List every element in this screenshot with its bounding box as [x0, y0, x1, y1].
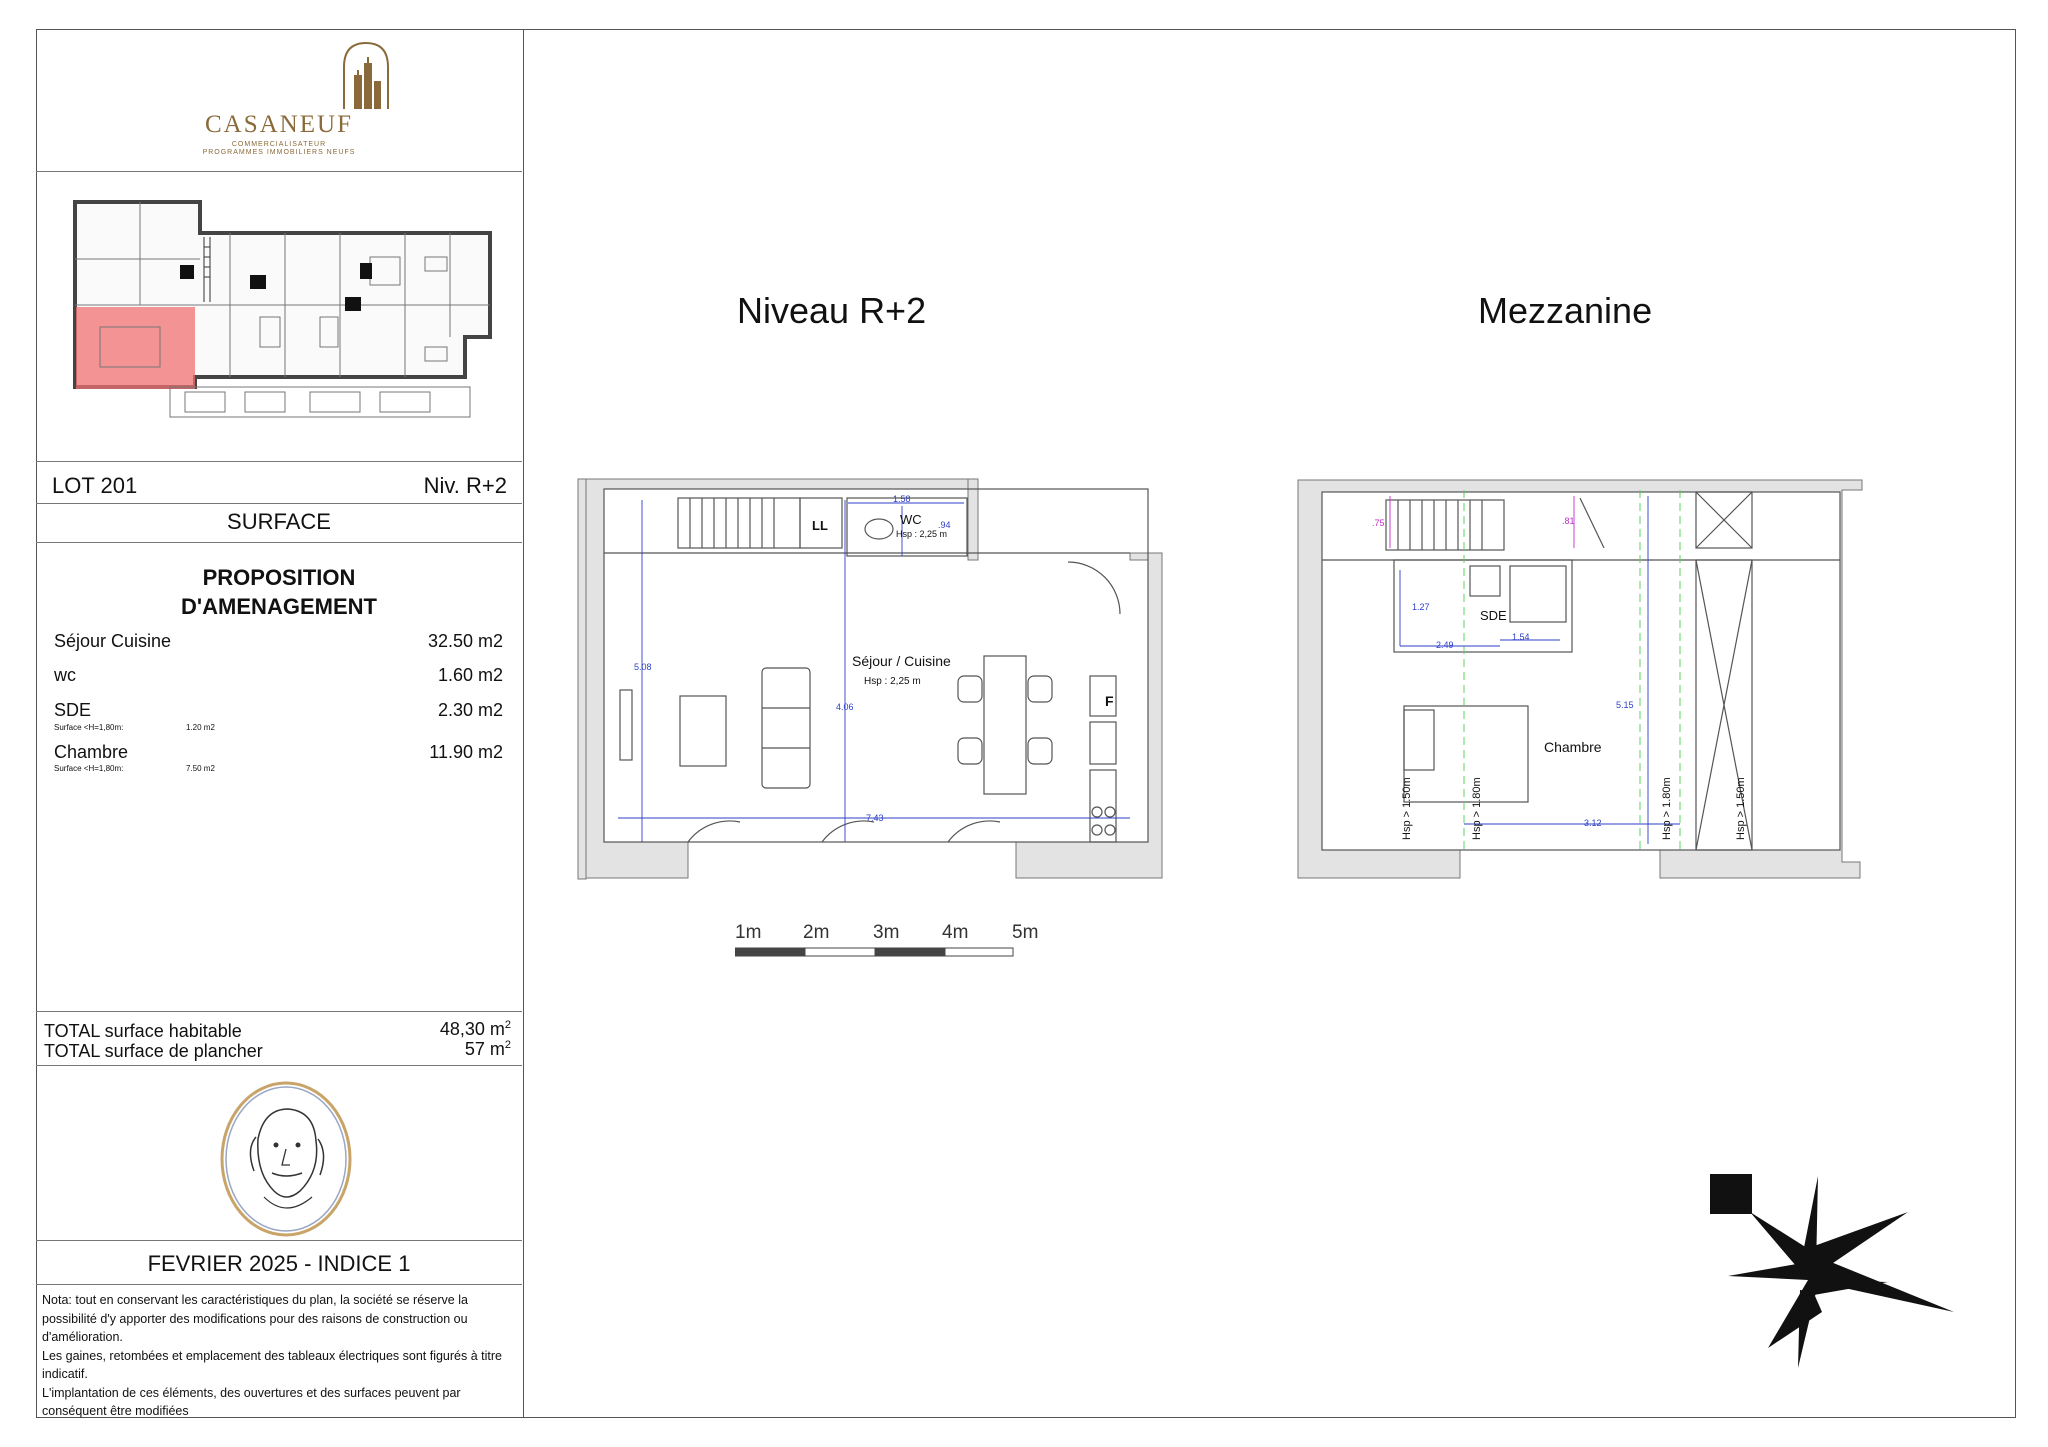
- dim-label: 7.43: [866, 813, 884, 823]
- room-label-sejour: Séjour / Cuisine: [852, 653, 951, 669]
- room-label-sde: SDE: [1480, 608, 1507, 623]
- hsp-label: Hsp > 1.80m: [1471, 777, 1483, 840]
- nota-paragraph: Les gaines, retombées et emplacement des tableaux électriques sont figurés à titre indicatif.: [42, 1348, 502, 1381]
- dim-label: .81: [1562, 516, 1575, 526]
- dim-label: .94: [938, 520, 951, 530]
- building-key-plan: [70, 197, 510, 427]
- room-name: wc: [54, 665, 76, 685]
- castle-logo-icon: [336, 37, 396, 112]
- room-name: SDE: [54, 700, 92, 720]
- scale-label: 3m: [873, 922, 900, 943]
- compass-rose-icon: [1708, 1172, 1988, 1372]
- brand-tagline-2: PROGRAMMES IMMOBILIERS NEUFS: [202, 149, 356, 156]
- room-label-wc: WC: [900, 512, 922, 527]
- room-hsp-wc: Hsp : 2,25 m: [896, 529, 948, 539]
- divider: [36, 1240, 522, 1241]
- dim-label: 4.06: [836, 702, 854, 712]
- dim-label: .75: [1372, 518, 1385, 528]
- nota-text: [42, 1291, 516, 1421]
- lot-level: Niv. R+2: [423, 473, 507, 498]
- room-sub-label: Surface <H=1,80m:: [54, 723, 124, 732]
- proposition-title-line1: PROPOSITION: [202, 565, 356, 590]
- divider: [36, 171, 522, 172]
- divider: [36, 542, 522, 543]
- surface-title: SURFACE: [227, 509, 331, 534]
- room-label-ll: LL: [812, 518, 828, 533]
- room-area: 2.30 m2: [437, 700, 503, 720]
- proposition-title-line2: D'AMENAGEMENT: [181, 594, 377, 619]
- scale-label: 2m: [803, 922, 830, 943]
- room-area: 11.90 m2: [429, 742, 503, 762]
- scale-label: 1m: [735, 922, 762, 943]
- room-sub-value: 7.50 m2: [186, 764, 215, 773]
- total-plancher-value: 57 $m^2$: [464, 1039, 511, 1059]
- dim-label: 2.49: [1436, 640, 1454, 650]
- room-label-chambre: Chambre: [1544, 739, 1602, 755]
- divider: [36, 1284, 522, 1285]
- fridge-label: F: [1105, 693, 1114, 709]
- dim-label: 1.58: [893, 494, 911, 504]
- dim-label: 3.12: [1584, 818, 1602, 828]
- hsp-label: Hsp > 1.50m: [1401, 777, 1413, 840]
- scale-label: 4m: [942, 922, 969, 943]
- info-panel: [36, 29, 524, 1418]
- hsp-label: Hsp > 1.50m: [1735, 777, 1747, 840]
- divider: [36, 461, 522, 462]
- nota-paragraph: L'implantation de ces éléments, des ouvertures et des surfaces peuvent par conséquent être modifiées: [42, 1385, 461, 1418]
- room-sub-value: 1.20 m2: [186, 723, 215, 732]
- divider: [36, 503, 522, 504]
- plan-title-r2: Niveau R+2: [737, 290, 927, 331]
- room-sub-label: Surface <H=1,80m:: [54, 764, 124, 773]
- total-plancher-label: TOTAL surface de plancher: [44, 1041, 263, 1061]
- room-hsp-sejour: Hsp : 2,25 m: [864, 676, 921, 687]
- lot-highlight: [76, 307, 195, 389]
- floor-plan-r2: [540, 440, 1180, 1000]
- brand-tagline: COMMERCIALISATEUR: [231, 141, 327, 148]
- room-area: 32.50 m2: [427, 631, 503, 651]
- dim-label: 5.15: [1616, 700, 1634, 710]
- hsp-label: Hsp > 1.80m: [1661, 777, 1673, 840]
- room-name: Chambre: [54, 742, 129, 762]
- brand-logo: [36, 29, 522, 171]
- divider: [36, 1011, 522, 1012]
- room-area: 1.60 m2: [437, 665, 503, 685]
- date-index: FEVRIER 2025 - INDICE 1: [147, 1251, 411, 1276]
- floor-plan-mezzanine: [1280, 440, 1880, 1000]
- divider: [36, 1065, 522, 1066]
- brand-name: CASANEUF: [205, 111, 353, 138]
- scale-label: 5m: [1012, 922, 1039, 943]
- scale-bar: [735, 947, 1015, 959]
- dim-label: 1.27: [1412, 602, 1430, 612]
- total-habitable-value: 48,30 $m^2$: [439, 1019, 511, 1039]
- dim-label: 5.08: [634, 662, 652, 672]
- lot-number: LOT 201: [52, 473, 138, 498]
- total-habitable-label: TOTAL surface habitable: [44, 1021, 242, 1041]
- proposition-title: [36, 563, 522, 621]
- nota-paragraph: Nota: tout en conservant les caractéristiques du plan, la société se réserve la possibilité d'y apporter des modifications pour des raisons de construction ou d'amélioration.: [42, 1293, 468, 1344]
- plan-title-mezzanine: Mezzanine: [1478, 290, 1653, 331]
- dim-label: 1.54: [1512, 632, 1530, 642]
- room-name: Séjour Cuisine: [54, 631, 172, 651]
- portrait-medallion: [216, 1079, 356, 1239]
